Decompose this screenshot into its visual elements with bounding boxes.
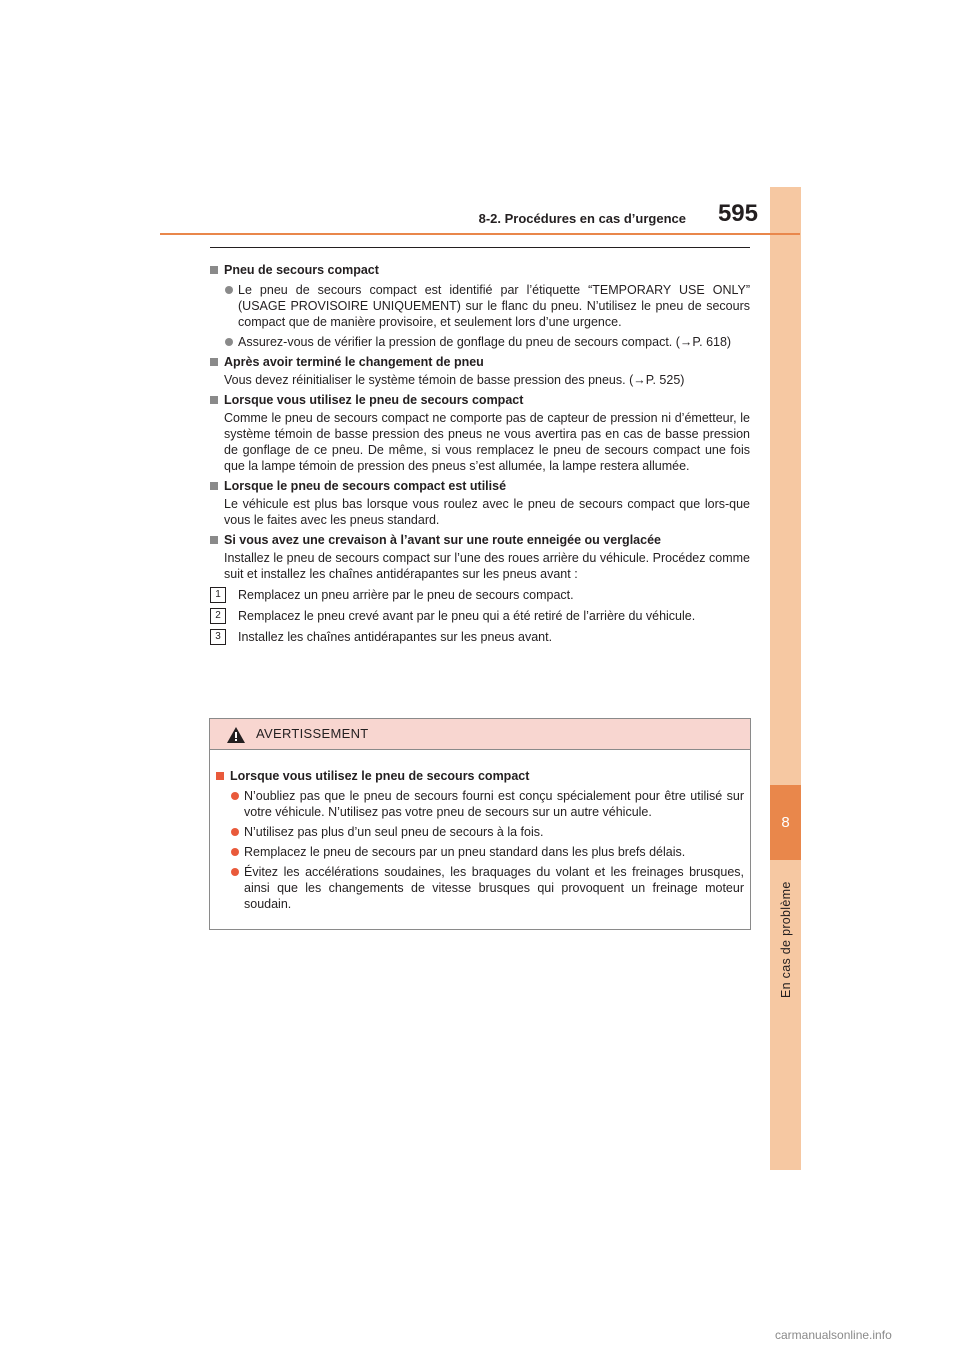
- list-item: N’utilisez pas plus d’un seul pneu de secours à la fois.: [216, 824, 744, 840]
- round-bullet-icon: [231, 868, 239, 876]
- section-text: Comme le pneu de secours compact ne comporte pas de capteur de pression ni d’émetteur, le système témoin de basse pression des pneus ne vous avertira pas en cas de basse pression de gonflage de ce pneu. De même, si vous remplacez le pneu de secours compact une fois que la lampe témoin de pression des pneus s’est allumée, la lampe restera allumée.: [224, 411, 750, 473]
- list-item: Remplacez le pneu de secours par un pneu standard dans les plus brefs délais.: [216, 844, 744, 860]
- page-number: 595: [717, 200, 758, 227]
- section-heading: Pneu de secours compact: [210, 262, 750, 278]
- step-item: 3 Installez les chaînes antidérapantes sur les pneus avant.: [210, 629, 750, 645]
- square-bullet-icon: [210, 266, 218, 274]
- warning-title: AVERTISSEMENT: [256, 726, 369, 741]
- round-bullet-icon: [225, 338, 233, 346]
- step-item: 1 Remplacez un pneu arrière par le pneu de secours compact.: [210, 587, 750, 603]
- step-number: 3: [210, 629, 226, 645]
- round-bullet-icon: [231, 828, 239, 836]
- section-heading: Lorsque le pneu de secours compact est utilisé: [210, 478, 750, 494]
- round-bullet-icon: [231, 848, 239, 856]
- square-bullet-icon: [210, 482, 218, 490]
- section-heading: Si vous avez une crevaison à l’avant sur une route enneigée ou verglacée: [210, 532, 750, 548]
- square-bullet-icon: [210, 536, 218, 544]
- content-rule: [210, 247, 750, 248]
- list-item: Évitez les accélérations soudaines, les braquages du volant et les freinages brusques, ainsi que les changements de vitesse brusques qui provoquent un freinage moteur soudain.: [216, 864, 744, 912]
- section-heading: Après avoir terminé le changement de pneu: [210, 354, 750, 370]
- list-item: N’oubliez pas que le pneu de secours fourni est conçu spécialement pour être utilisé sur votre véhicule. N’utilisez pas votre pneu de secours sur un autre véhicule.: [216, 788, 744, 820]
- header-rule: [160, 233, 800, 235]
- step-number: 2: [210, 608, 226, 624]
- page-header: [160, 200, 800, 234]
- warning-triangle-icon: [226, 726, 246, 744]
- step-item: 2 Remplacez le pneu crevé avant par le pneu qui a été retiré de l’arrière du véhicule.: [210, 608, 750, 624]
- step-number: 1: [210, 587, 226, 603]
- chapter-side-tab: [770, 187, 801, 1170]
- section-title: 8-2. Procédures en cas d’urgence: [478, 211, 686, 226]
- square-bullet-icon: [216, 772, 224, 780]
- round-bullet-icon: [225, 286, 233, 294]
- chapter-number: 8: [770, 785, 801, 860]
- square-bullet-icon: [210, 358, 218, 366]
- chapter-label: En cas de problème: [779, 881, 793, 999]
- warning-box: [209, 718, 751, 930]
- list-item: Le pneu de secours compact est identifié par l’étiquette “TEMPORARY USE ONLY” (USAGE PROVISOIRE UNIQUEMENT) sur le flanc du pneu. N’utilisez le pneu de secours compact que de manière provisoire, et seulement lors d’une urgence.: [210, 282, 750, 330]
- section-heading: Lorsque vous utilisez le pneu de secours compact: [210, 392, 750, 408]
- main-content: [210, 258, 750, 645]
- list-item: Assurez-vous de vérifier la pression de gonflage du pneu de secours compact. (→P. 618): [210, 334, 750, 350]
- round-bullet-icon: [231, 792, 239, 800]
- warning-header: [210, 719, 750, 750]
- warning-body: [210, 750, 750, 912]
- warning-heading: Lorsque vous utilisez le pneu de secours compact: [216, 768, 744, 784]
- section-text: Installez le pneu de secours compact sur l’une des roues arrière du véhicule. Procédez comme suit et installez les chaînes antidérapantes sur les pneus avant :: [224, 551, 750, 581]
- square-bullet-icon: [210, 396, 218, 404]
- section-text: Le véhicule est plus bas lorsque vous roulez avec le pneu de secours compact que lors-que vous le faites avec les pneus standard.: [224, 497, 750, 527]
- watermark: carmanualsonline.info: [775, 1328, 892, 1342]
- section-text: Vous devez réinitialiser le système témoin de basse pression des pneus. (→P. 525): [224, 373, 685, 387]
